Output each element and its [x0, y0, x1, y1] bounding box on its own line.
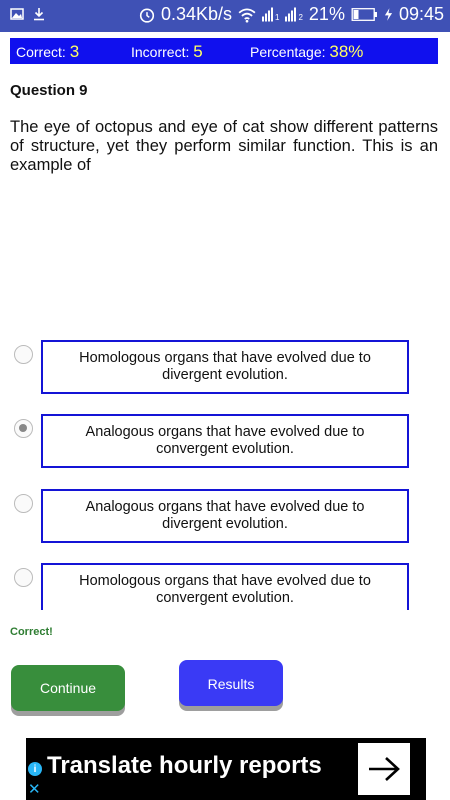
battery-percent: 21% — [308, 4, 345, 24]
percentage-label: Percentage: — [250, 44, 326, 60]
sim2-label: 2 — [298, 13, 303, 22]
option-1-radio[interactable] — [14, 345, 33, 364]
ad-title[interactable]: Translate hourly reports — [47, 752, 322, 779]
option-4-label: Homologous organs that have evolved due to convergent evolution. — [79, 573, 371, 606]
charging-icon — [384, 7, 393, 22]
download-icon — [32, 7, 46, 21]
image-icon — [10, 7, 24, 21]
correct-value: 3 — [69, 42, 80, 61]
wifi-icon — [238, 7, 256, 23]
signal-icon — [262, 7, 274, 22]
answer-options — [0, 340, 450, 610]
arrow-right-icon — [367, 756, 401, 782]
option-3-label: Analogous organs that have evolved due to divergent evolution. — [85, 499, 365, 532]
option-3-box[interactable] — [41, 489, 409, 543]
ad-info-icon[interactable]: i — [28, 762, 42, 776]
option-2-radio[interactable] — [14, 419, 33, 438]
results-button[interactable] — [179, 660, 283, 706]
results-button-label: Results — [207, 676, 255, 692]
option-2[interactable] — [0, 414, 450, 470]
percentage-value: 38% — [329, 42, 364, 61]
alarm-icon — [139, 7, 155, 23]
ad-banner[interactable] — [26, 738, 426, 800]
scoreboard — [10, 38, 438, 64]
signal-icon — [285, 7, 297, 22]
continue-button-label: Continue — [39, 680, 97, 696]
status-bar — [0, 0, 450, 32]
option-4[interactable] — [0, 563, 450, 610]
option-1-box[interactable] — [41, 340, 409, 394]
question-text: The eye of octopus and eye of cat show different patterns of structure, yet they perform similar function. This is an example of — [10, 118, 438, 174]
correct-label: Correct: — [16, 44, 66, 60]
option-2-box[interactable] — [41, 414, 409, 468]
sim1-label: 1 — [275, 13, 280, 22]
ad-arrow-button[interactable] — [358, 743, 410, 795]
option-2-label: Analogous organs that have evolved due to convergent evolution. — [85, 424, 365, 457]
option-4-box[interactable] — [41, 563, 409, 610]
percentage — [250, 42, 363, 62]
option-4-radio[interactable] — [14, 568, 33, 587]
correct-count — [16, 42, 79, 62]
battery-icon — [351, 8, 378, 21]
option-3-radio[interactable] — [14, 494, 33, 513]
network-speed: 0.34Kb/s — [160, 4, 233, 24]
continue-button[interactable] — [11, 665, 125, 711]
incorrect-value: 5 — [193, 42, 203, 61]
ad-close-icon[interactable]: ✕ — [28, 781, 41, 798]
option-3[interactable] — [0, 489, 450, 545]
incorrect-label: Incorrect: — [131, 44, 190, 60]
incorrect-count — [131, 42, 203, 62]
clock: 09:45 — [398, 4, 444, 24]
answer-feedback: Correct! — [10, 626, 53, 638]
question-number: Question 9 — [10, 82, 88, 99]
option-1-label: Homologous organs that have evolved due to divergent evolution. — [79, 350, 371, 383]
option-1[interactable] — [0, 340, 450, 396]
